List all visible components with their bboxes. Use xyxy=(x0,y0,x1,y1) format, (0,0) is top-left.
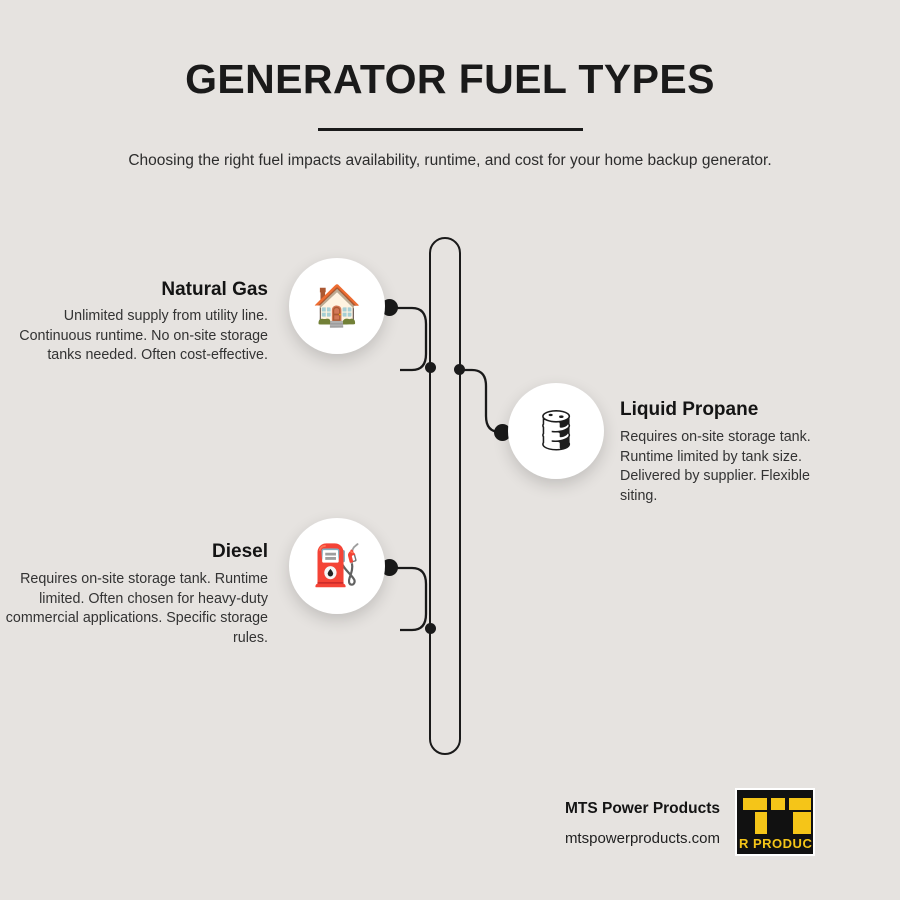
logo-bar xyxy=(789,798,811,810)
item-title-diesel: Diesel xyxy=(212,541,268,562)
node-liquid-propane[interactable] xyxy=(508,383,604,479)
page-title: GENERATOR FUEL TYPES xyxy=(185,56,715,102)
item-description-natural-gas: Unlimited supply from utility line. Continuous runtime. No on-site storage tanks needed. Often cost-effective. xyxy=(19,308,268,363)
connector-endpoint-diesel xyxy=(425,623,436,634)
logo-bar xyxy=(793,812,811,834)
title-divider xyxy=(318,128,583,131)
house-icon: 🏠 xyxy=(312,284,362,328)
node-diesel[interactable] xyxy=(289,518,385,614)
brand-website[interactable]: mtspowerproducts.com xyxy=(564,830,720,847)
node-natural-gas[interactable] xyxy=(289,258,385,354)
company-logo xyxy=(735,788,815,856)
propane-barrel-icon: 🛢 xyxy=(530,409,582,453)
page-subtitle: Choosing the right fuel impacts availability, runtime, and cost for your home backup generator. xyxy=(128,152,772,169)
item-description-liquid-propane: Requires on-site storage tank. Runtime limited by tank size. Delivered by supplier. Flexible siting. xyxy=(620,429,811,504)
connector-endpoint-liquid-propane xyxy=(454,364,465,375)
logo-bar xyxy=(743,798,767,810)
item-title-natural-gas: Natural Gas xyxy=(161,279,268,300)
connector-endpoint-natural-gas xyxy=(425,362,436,373)
logo-text: R PRODUC xyxy=(739,836,813,851)
item-title-liquid-propane: Liquid Propane xyxy=(620,399,759,420)
fuel-pump-icon: ⛽ xyxy=(312,544,362,588)
logo-bar xyxy=(755,812,767,834)
logo-bar xyxy=(771,798,785,810)
item-description-diesel: Requires on-site storage tank. Runtime limited. Often chosen for heavy-duty commercial applications. Specific storage rules. xyxy=(5,571,268,646)
brand-name: MTS Power Products xyxy=(564,800,720,817)
